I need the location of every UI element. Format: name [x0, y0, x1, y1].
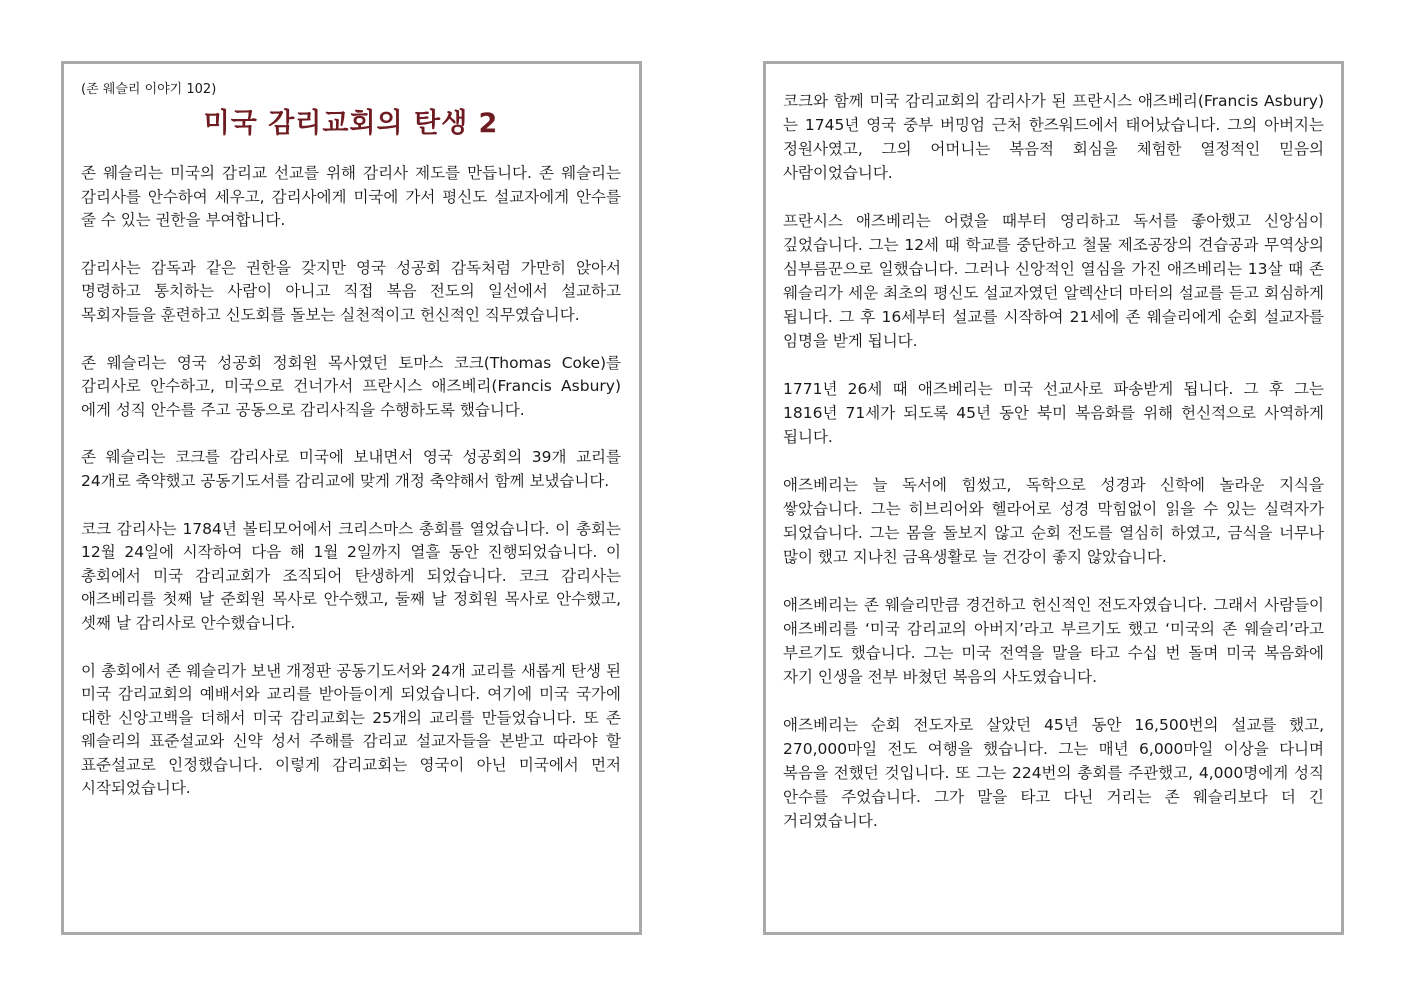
right-page-panel	[763, 61, 1344, 935]
page-title: 미국 감리교회의 탄생 2	[203, 108, 499, 139]
paragraph: 존 웨슬리는 미국의 감리교 선교를 위해 감리사 제도를 만듭니다. 존 웨슬리는 감리사를 안수하여 세우고, 감리사에게 미국에 가서 평신도 설교자에게 안수를 줄 수 있는 권한을 부여합니다.	[81, 164, 621, 230]
left-page-panel	[61, 61, 642, 935]
paragraph: 존 웨슬리는 영국 성공회 정회원 목사였던 토마스 코크(Thomas Coke)를 감리사로 안수하고, 미국으로 건너가서 프란시스 애즈베리(Francis Asbury)에게 성직 안수를 주고 공동으로 감리사직을 수행하도록 했습니다.	[81, 353, 621, 419]
paragraph: 코크와 함께 미국 감리교회의 감리사가 된 프란시스 애즈베리(Francis Asbury)는 1745년 영국 중부 버밍엄 근처 한즈워드에서 태어났습니다. 그의 아버지는 정원사였고, 그의 어머니는 복음적 회심을 체험한 열정적인 믿음의 사람이었습니다.	[783, 92, 1324, 182]
paragraph: 프란시스 애즈베리는 어렸을 때부터 영리하고 독서를 좋아했고 신앙심이 깊었습니다. 그는 12세 때 학교를 중단하고 철물 제조공장의 견습공과 무역상의 심부름꾼으로 일했습니다. 그러나 신앙적인 열심을 가진 애즈베리는 13살 때 존 웨슬리가 세운 최초의 평신도 설교자였던 알렉산더 마터의 설교를 듣고 회심하게 됩니다. 그 후 16세부터 설교를 시작하여 21세에 존 웨슬리에게 순회 설교자를 임명을 받게 됩니다.	[783, 212, 1324, 350]
paragraph: 코크 감리사는 1784년 볼티모어에서 크리스마스 총회를 열었습니다. 이 총회는 12월 24일에 시작하여 다음 해 1월 2일까지 열흘 동안 진행되었습니다. 이 총회에서 미국 감리교회가 조직되어 탄생하게 되었습니다. 코크 감리사는 애즈베리를 첫째 날 준회원 목사로 안수했고, 둘째 날 정회원 목사로 안수했고, 셋째 날 감리사로 안수했습니다.	[81, 519, 621, 632]
paragraph: 이 총회에서 존 웨슬리가 보낸 개정판 공동기도서와 24개 교리를 새롭게 탄생 된 미국 감리교회의 예배서와 교리를 받아들이게 되었습니다. 여기에 미국 국가에 대한 신앙고백을 더해서 미국 감리교회는 25개의 교리를 만들었습니다. 또 존 웨슬리의 표준설교와 신약 성서 주해를 감리교 설교자들을 본받고 따라야 할 표준설교로 인정했습니다. 이렇게 감리교회는 영국이 아닌 미국에서 먼저 시작되었습니다.	[81, 661, 621, 798]
paragraph: 애즈베리는 존 웨슬리만큼 경건하고 헌신적인 전도자였습니다. 그래서 사람들이 애즈베리를 ‘미국 감리교의 아버지’라고 부르기도 했고 ‘미국의 존 웨슬리’라고 부르기도 했습니다. 그는 미국 전역을 말을 타고 수십 번 돌며 미국 복음화에 자기 인생을 전부 바쳤던 복음의 사도였습니다.	[783, 596, 1324, 686]
paragraph: 1771년 26세 때 애즈베리는 미국 선교사로 파송받게 됩니다. 그 후 그는 1816년 71세가 되도록 45년 동안 북미 복음화를 위해 헌신적으로 사역하게 됩니다.	[783, 380, 1324, 446]
paragraph: 애즈베리는 늘 독서에 힘썼고, 독학으로 성경과 신학에 놀라운 지식을 쌓았습니다. 그는 히브리어와 헬라어로 성경 막힘없이 읽을 수 있는 실력자가 되었습니다. 그는 몸을 돌보지 않고 순회 전도를 열심히 하였고, 금식을 너무나 많이 했고 지나친 금욕생활로 늘 건강이 좋지 않았습니다.	[783, 476, 1324, 566]
series-label: (존 웨슬리 이야기 102)	[81, 82, 217, 97]
paragraph: 존 웨슬리는 코크를 감리사로 미국에 보내면서 영국 성공회의 39개 교리를 24개로 축약했고 공동기도서를 감리교에 맞게 개정 축약해서 함께 보냈습니다.	[81, 448, 621, 490]
paragraph: 감리사는 감독과 같은 권한을 갖지만 영국 성공회 감독처럼 가만히 앉아서 명령하고 통치하는 사람이 아니고 직접 복음 전도의 일선에서 설교하고 목회자들을 훈련하고 신도회를 돌보는 실천적이고 헌신적인 직무였습니다.	[81, 258, 621, 324]
paragraph: 애즈베리는 순회 전도자로 살았던 45년 동안 16,500번의 설교를 했고, 270,000마일 전도 여행을 했습니다. 그는 매년 6,000마일 이상을 다니며 복음을 전했던 것입니다. 또 그는 224번의 총회를 주관했고, 4,000명에게 성직 안수를 주었습니다. 그가 말을 타고 다닌 거리는 존 웨슬리보다 더 긴 거리였습니다.	[783, 716, 1324, 830]
